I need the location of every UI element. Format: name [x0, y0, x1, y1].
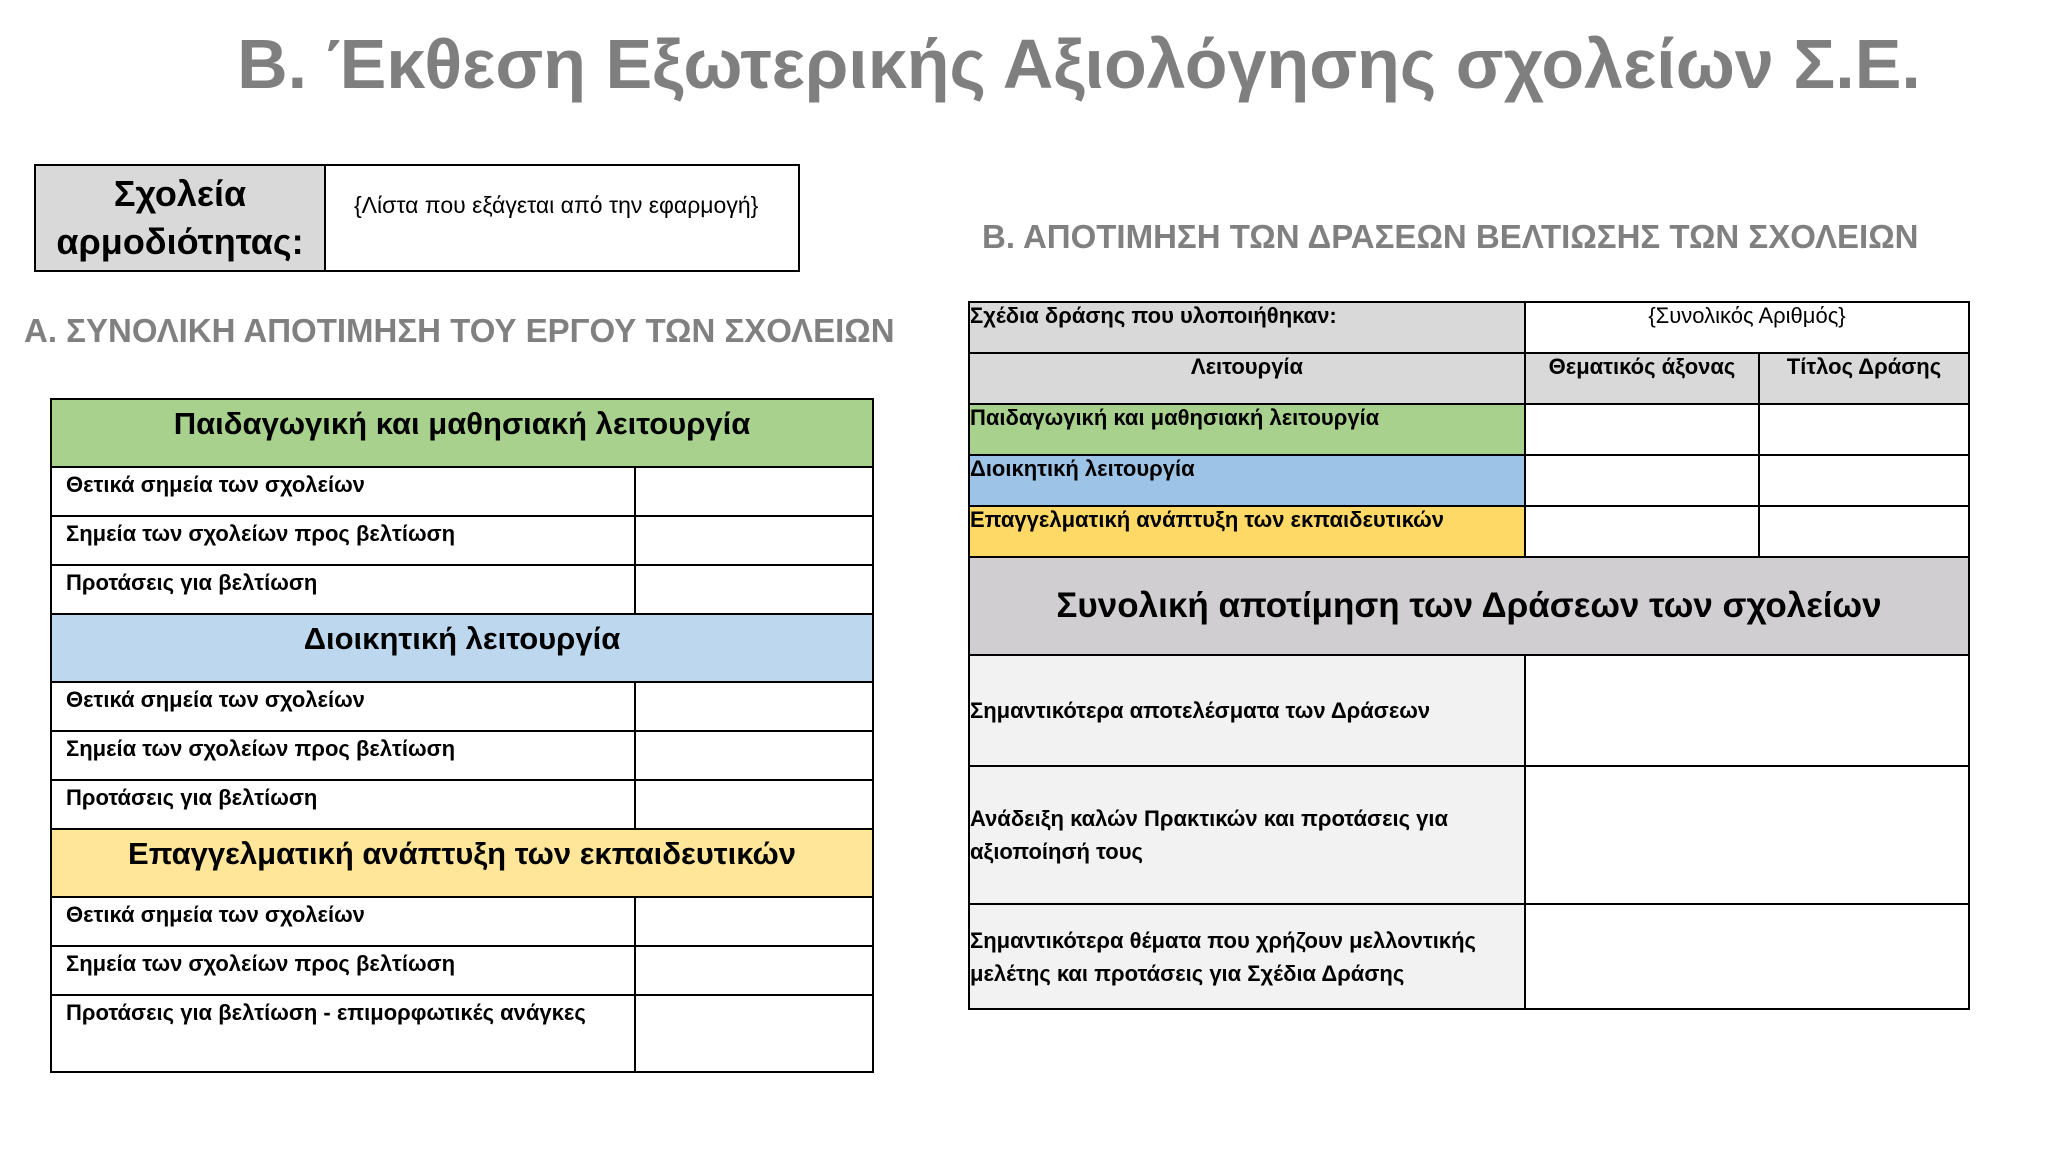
row-label: Σημεία των σχολείων προς βελτίωση: [51, 516, 635, 565]
column-header-axis: Θεματικός άξονας: [1525, 353, 1759, 404]
value-cell[interactable]: [635, 780, 873, 829]
schools-label: Σχολεία αρμοδιότητας:: [35, 165, 325, 271]
value-cell[interactable]: [635, 731, 873, 780]
value-cell[interactable]: [635, 995, 873, 1072]
value-cell[interactable]: [635, 516, 873, 565]
category-heading-pedagogical: Παιδαγωγική και μαθησιακή λειτουργία: [51, 399, 873, 467]
axis-cell[interactable]: [1525, 404, 1759, 455]
summary-value-cell[interactable]: [1525, 655, 1969, 766]
title-cell[interactable]: [1759, 455, 1969, 506]
summary-row-label: Σημαντικότερα θέματα που χρήζουν μελλοντικής μελέτης και προτάσεις για Σχέδια Δράσης: [969, 904, 1525, 1009]
title-cell[interactable]: [1759, 506, 1969, 557]
summary-heading: Συνολική αποτίμηση των Δράσεων των σχολείων: [969, 557, 1969, 655]
schools-box: [34, 164, 800, 272]
row-label: Θετικά σημεία των σχολείων: [51, 682, 635, 731]
row-label: Προτάσεις για βελτίωση: [51, 565, 635, 614]
value-cell[interactable]: [635, 467, 873, 516]
summary-row-label: Ανάδειξη καλών Πρακτικών και προτάσεις για αξιοποίησή τους: [969, 766, 1525, 904]
category-heading-administrative: Διοικητική λειτουργία: [51, 614, 873, 682]
axis-cell[interactable]: [1525, 506, 1759, 557]
column-header-title: Τίτλος Δράσης: [1759, 353, 1969, 404]
summary-row-label: Σημαντικότερα αποτελέσματα των Δράσεων: [969, 655, 1525, 766]
overall-assessment-table: [50, 398, 874, 1073]
axis-cell[interactable]: [1525, 455, 1759, 506]
plans-label: Σχέδια δράσης που υλοποιήθηκαν:: [969, 302, 1525, 353]
row-label: Σημεία των σχολείων προς βελτίωση: [51, 731, 635, 780]
improvement-actions-table: [968, 301, 1970, 1010]
value-cell[interactable]: [635, 946, 873, 995]
row-label: Σημεία των σχολείων προς βελτίωση: [51, 946, 635, 995]
schools-list-field[interactable]: {Λίστα που εξάγεται από την εφαρμογή}: [325, 165, 799, 271]
page-title: Β. Έκθεση Εξωτερικής Αξιολόγησης σχολείων Σ.Ε.: [237, 25, 1921, 103]
summary-value-cell[interactable]: [1525, 766, 1969, 904]
row-label: Προτάσεις για βελτίωση - επιμορφωτικές ανάγκες: [51, 995, 635, 1072]
function-pedagogical: Παιδαγωγική και μαθησιακή λειτουργία: [969, 404, 1525, 455]
value-cell[interactable]: [635, 682, 873, 731]
summary-value-cell[interactable]: [1525, 904, 1969, 1009]
title-cell[interactable]: [1759, 404, 1969, 455]
column-header-function: Λειτουργία: [969, 353, 1525, 404]
function-professional-development: Επαγγελματική ανάπτυξη των εκπαιδευτικών: [969, 506, 1525, 557]
value-cell[interactable]: [635, 565, 873, 614]
plans-count-field[interactable]: {Συνολικός Αριθμός}: [1525, 302, 1969, 353]
function-administrative: Διοικητική λειτουργία: [969, 455, 1525, 506]
row-label: Θετικά σημεία των σχολείων: [51, 467, 635, 516]
section-a-heading: Α. ΣΥΝΟΛΙΚΗ ΑΠΟΤΙΜΗΣΗ ΤΟΥ ΕΡΓΟΥ ΤΩΝ ΣΧΟΛΕΙΩΝ: [24, 312, 895, 349]
section-b-heading: Β. ΑΠΟΤΙΜΗΣΗ ΤΩΝ ΔΡΑΣΕΩΝ ΒΕΛΤΙΩΣΗΣ ΤΩΝ ΣΧΟΛΕΙΩΝ: [982, 218, 1919, 255]
row-label: Θετικά σημεία των σχολείων: [51, 897, 635, 946]
value-cell[interactable]: [635, 897, 873, 946]
category-heading-professional-development: Επαγγελματική ανάπτυξη των εκπαιδευτικών: [51, 829, 873, 897]
row-label: Προτάσεις για βελτίωση: [51, 780, 635, 829]
